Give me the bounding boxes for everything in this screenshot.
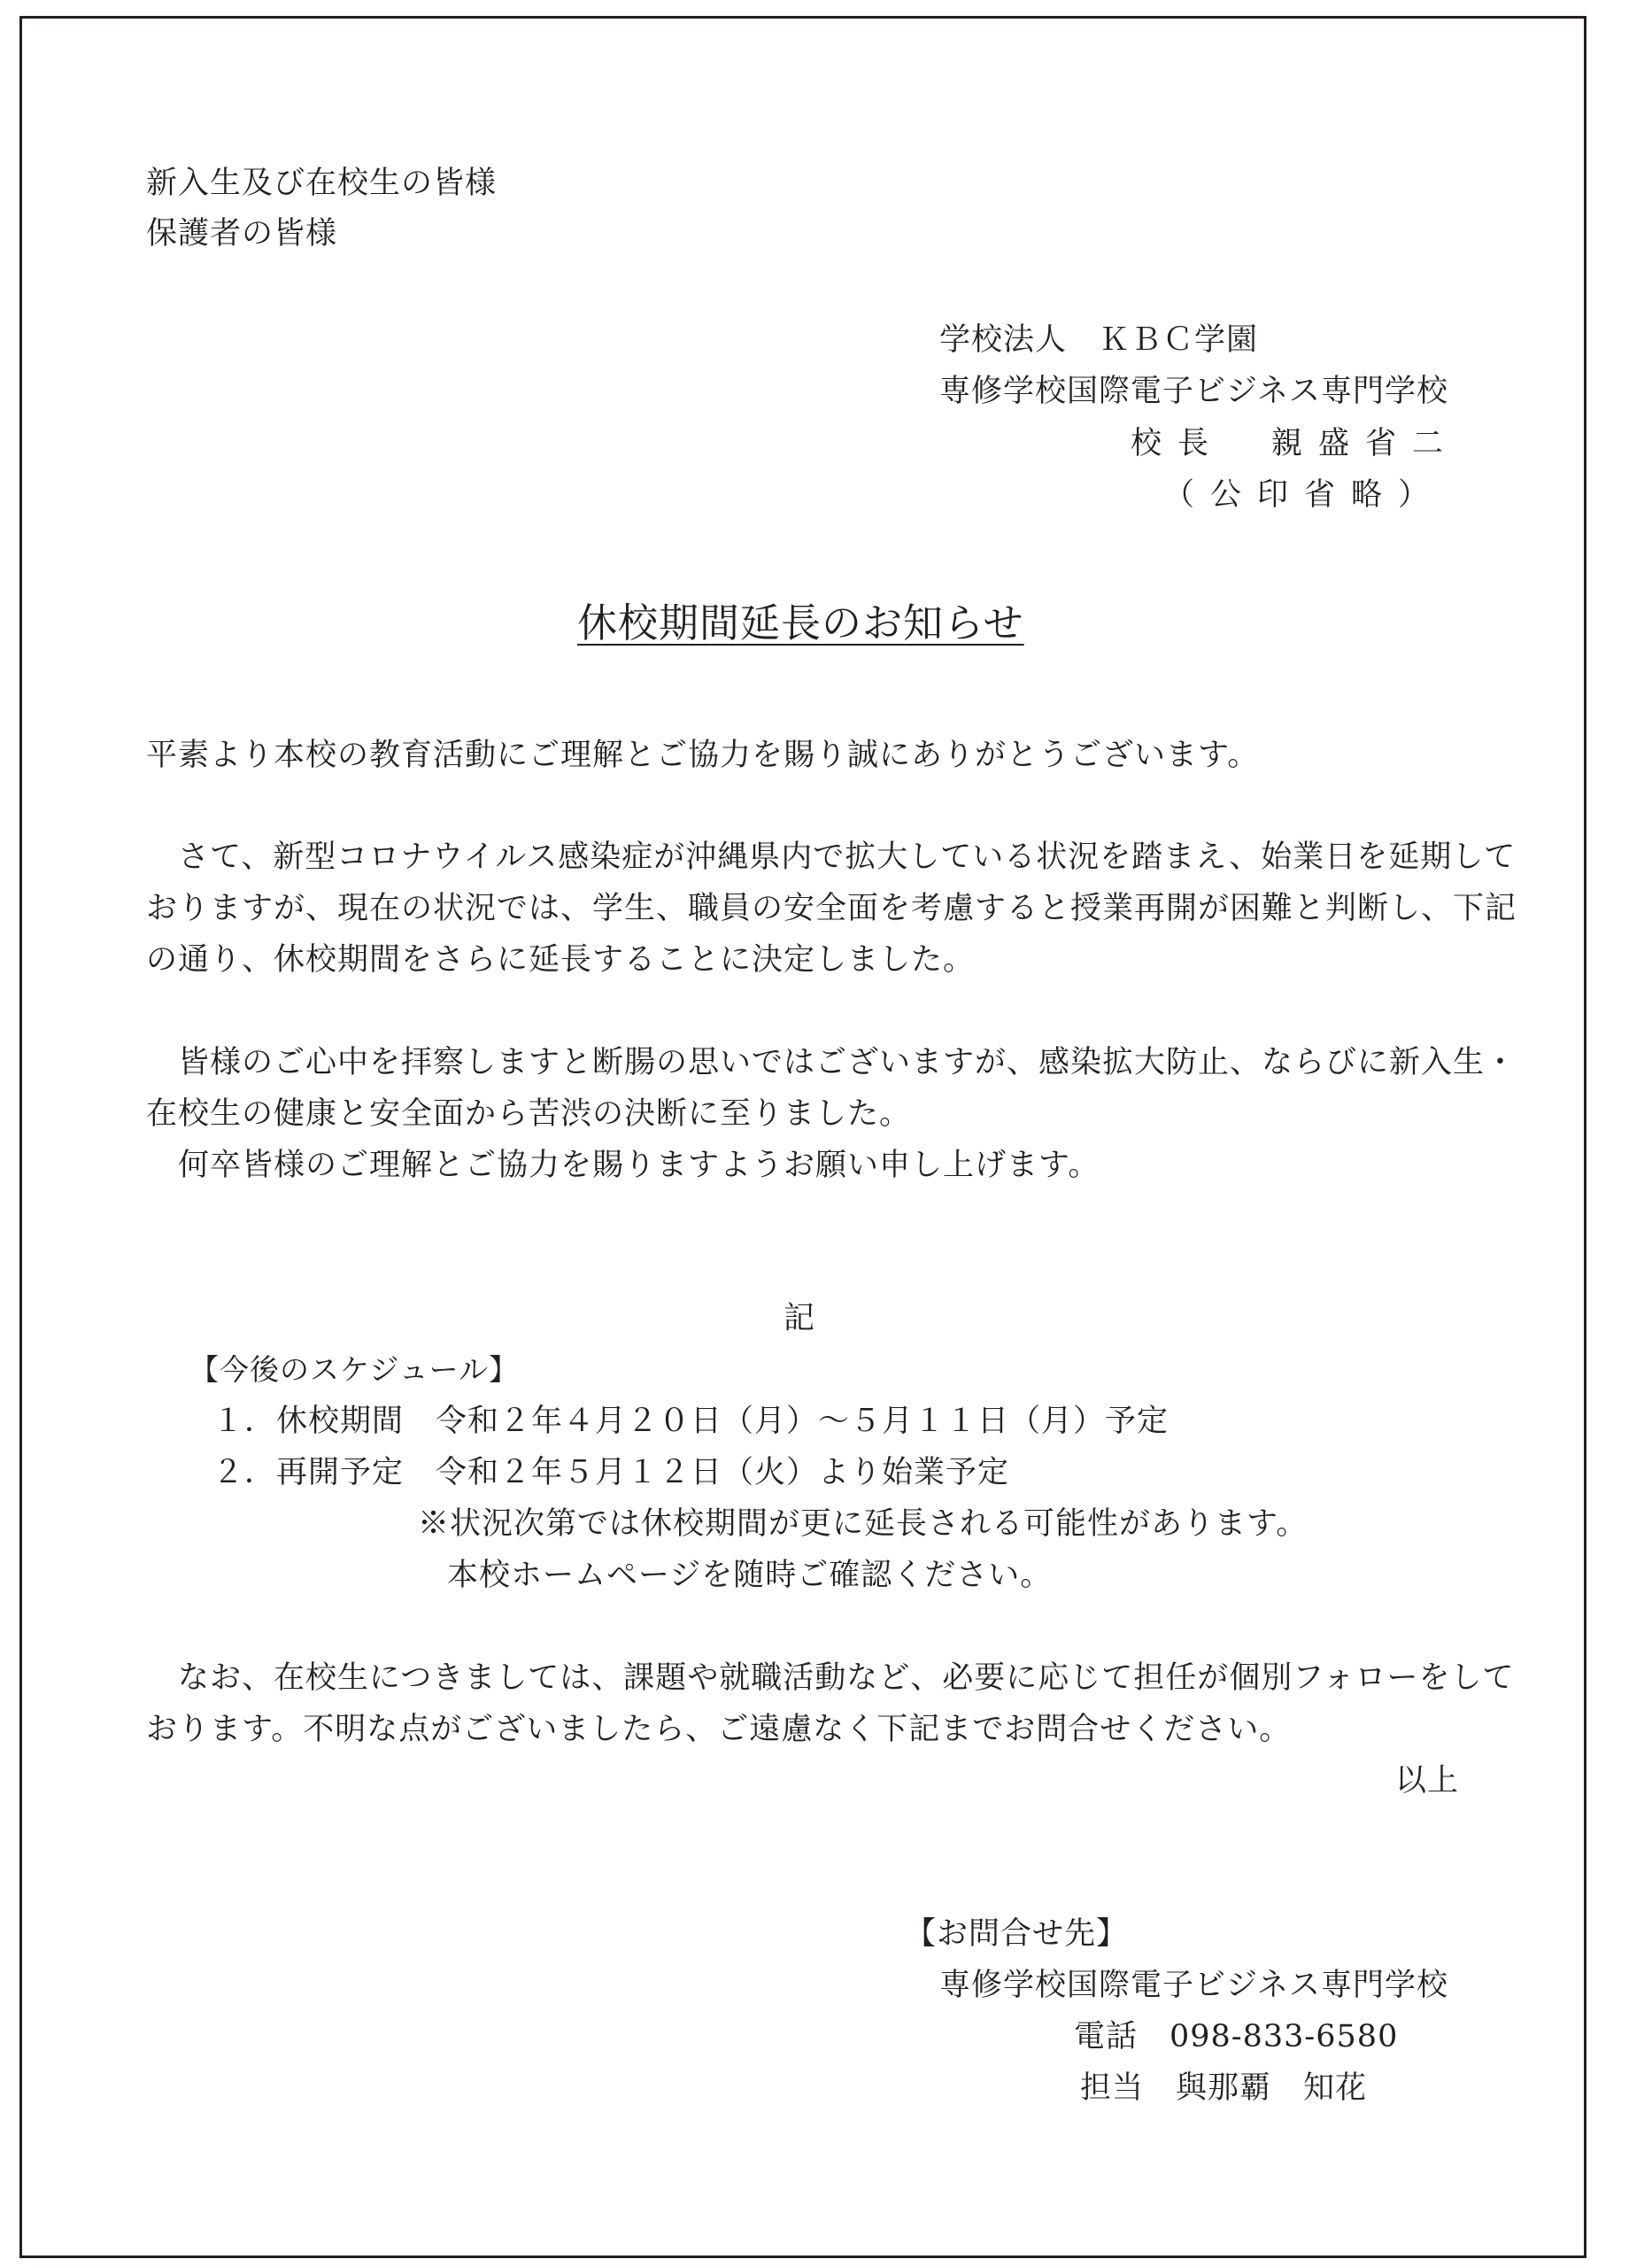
greeting-line: 平素より本校の教育活動にご理解とご協力を賜り誠にありがとうございます。 — [146, 738, 1260, 773]
addressee-students: 新入生及び在校生の皆様 — [146, 166, 498, 201]
paragraph1-line2: おりますが、現在の状況では、学生、職員の安全面を考慮すると授業再開が困難と判断し、下記 — [146, 891, 1517, 926]
ki-heading: 記 — [784, 1301, 816, 1336]
schedule-note-extension: ※状況次第では休校期間が更に延長される可能性があります。 — [418, 1506, 1308, 1542]
sender-principal: 校長 親盛省二 — [1130, 426, 1459, 461]
paragraph2-line2: 在校生の健康と安全面から苦渋の決断に至りました。 — [146, 1096, 912, 1132]
contact-staff: 担当 與那覇 知花 — [1080, 2070, 1368, 2106]
page-border — [19, 16, 1586, 2258]
paragraph2-line1: 皆様のご心中を拝察しますと断腸の思いではございますが、感染拡大防止、ならびに新入生・ — [146, 1045, 1517, 1080]
sender-corporation: 学校法人 ＫＢＣ学園 — [939, 322, 1259, 358]
seal-omitted-note: （公印省略） — [1162, 477, 1445, 513]
paragraph3-line2: おります。不明な点がございましたら、ご遠慮なく下記までお問合せください。 — [146, 1712, 1292, 1747]
paragraph3-line1: なお、在校生につきましては、課題や就職活動など、必要に応じて担任が個別フォローをして — [146, 1660, 1515, 1696]
schedule-heading: 【今後のスケジュール】 — [189, 1352, 520, 1387]
contact-phone: 電話 098-833-6580 — [1074, 2019, 1399, 2054]
schedule-note-homepage: 本校ホームページを随時ご確認ください。 — [447, 1558, 1053, 1593]
schedule-item-reopen: ２．再開予定 令和２年５月１２日（火）より始業予定 — [212, 1455, 1010, 1490]
sender-school: 専修学校国際電子ビジネス専門学校 — [939, 374, 1448, 409]
paragraph2-line3: 何卒皆様のご理解とご協力を賜りますようお願い申し上げます。 — [146, 1148, 1100, 1183]
schedule-item-closure: １．休校期間 令和２年４月２０日（月）～５月１１日（月）予定 — [212, 1404, 1170, 1439]
contact-school: 専修学校国際電子ビジネス専門学校 — [939, 1968, 1448, 2003]
paragraph1-line3: の通り、休校期間をさらに延長することに決定しました。 — [146, 942, 976, 978]
document-title: 休校期間延長のお知らせ — [577, 600, 1024, 646]
paragraph1-line1: さて、新型コロナウイルス感染症が沖縄県内で拡大している状況を踏まえ、始業日を延期して — [146, 839, 1517, 875]
contact-heading: 【お問合せ先】 — [905, 1916, 1129, 1952]
addressee-guardians: 保護者の皆様 — [146, 216, 338, 251]
closing-ijo: 以上 — [1394, 1763, 1459, 1799]
